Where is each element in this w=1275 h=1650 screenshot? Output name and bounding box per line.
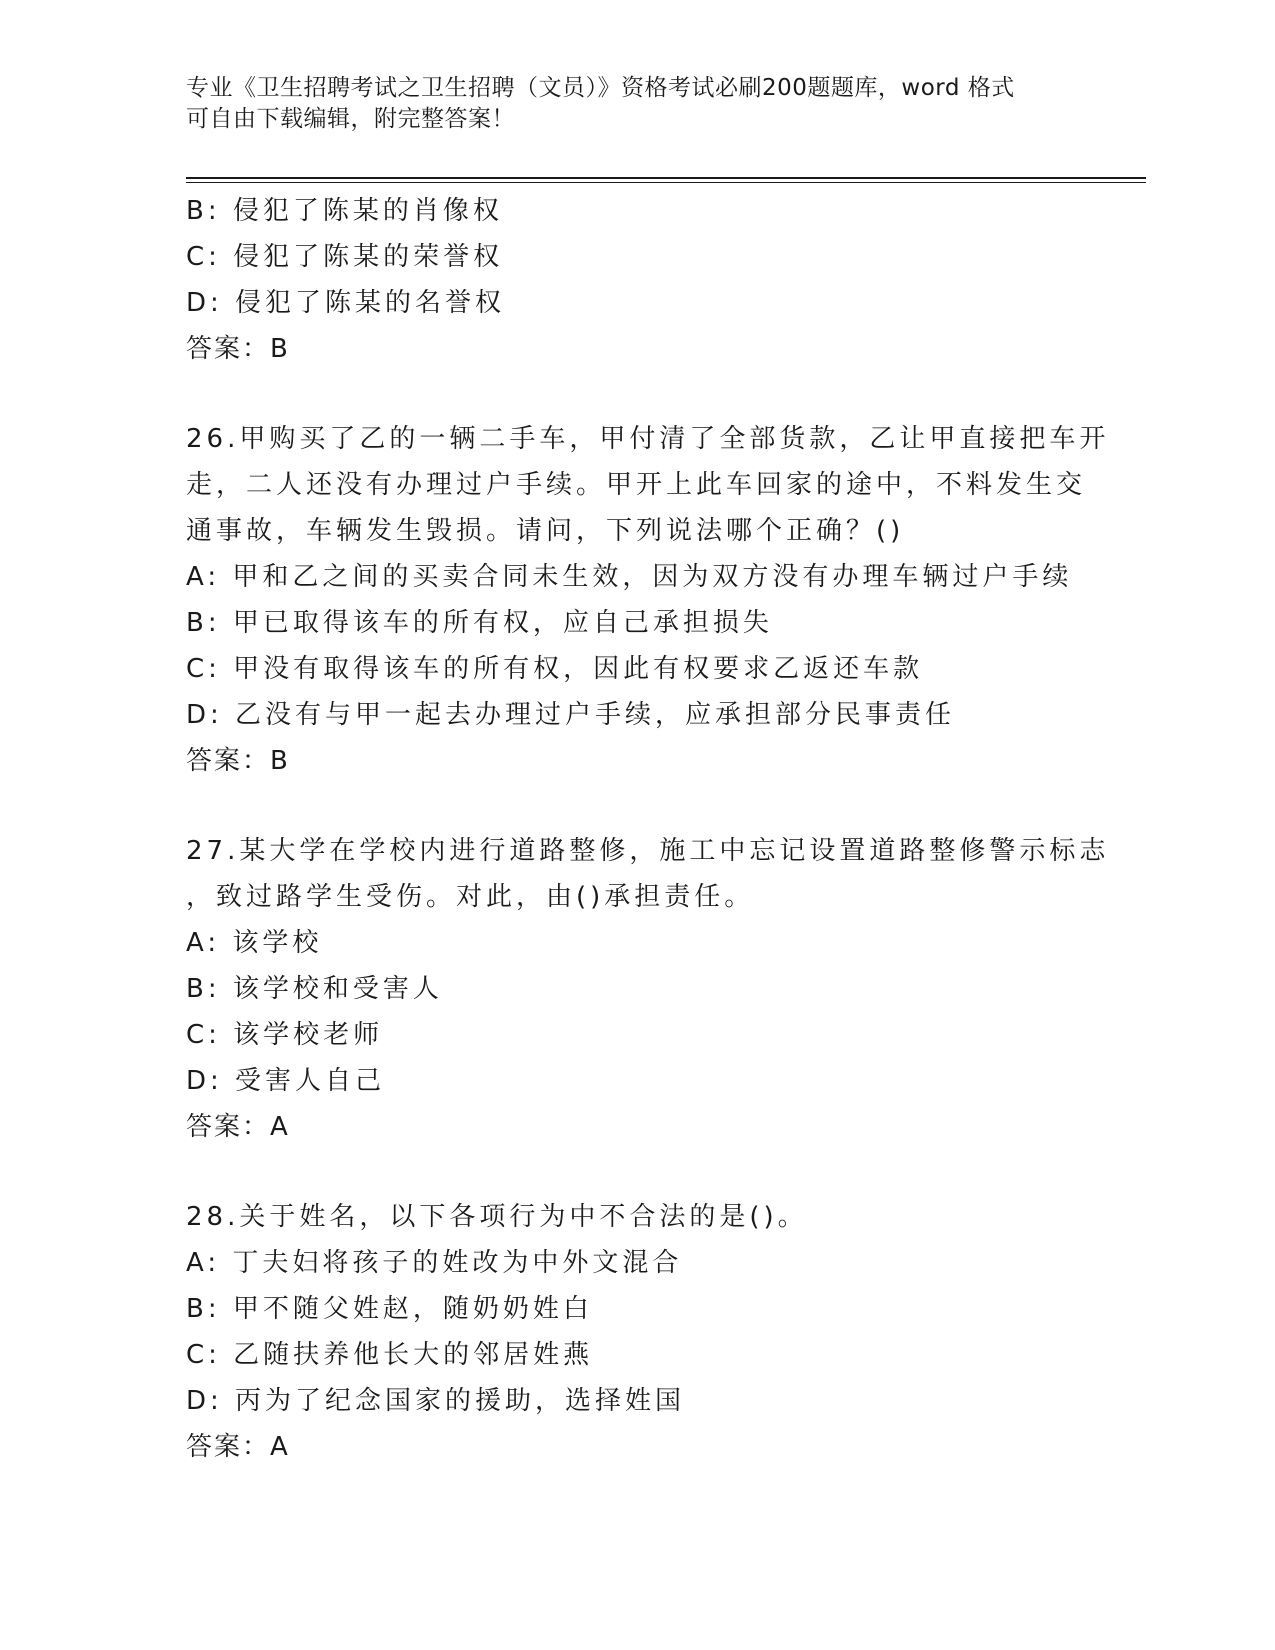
header-title-line-1: 专业《卫生招聘考试之卫生招聘（文员）》资格考试必刷200题题库，word 格式 — [186, 75, 1015, 101]
option-d: D: 侵犯了陈某的名誉权 — [186, 288, 506, 318]
question-gap — [186, 784, 1086, 828]
question-28 — [186, 1194, 1086, 1470]
question-stem-line: 27.某大学在学校内进行道路整修，施工中忘记设置道路整修警示标志 — [186, 836, 1110, 866]
header-divider-thick — [186, 177, 1146, 179]
header-title-line-2: 可自由下载编辑，附完整答案！ — [186, 106, 515, 132]
document-header — [186, 73, 1066, 135]
option-c: C: 乙随扶养他长大的邻居姓燕 — [186, 1340, 594, 1370]
option-a: A: 该学校 — [186, 928, 323, 958]
question-gap — [186, 1150, 1086, 1194]
question-stem-line: ，致过路学生受伤。对此，由()承担责任。 — [186, 882, 755, 912]
question-26 — [186, 416, 1110, 784]
question-25 — [186, 188, 1086, 372]
question-stem-line: 走，二人还没有办理过户手续。甲开上此车回家的途中，不料发生交 — [186, 470, 1087, 500]
question-27 — [186, 828, 1110, 1150]
option-a: A: 甲和乙之间的买卖合同未生效，因为双方没有办理车辆过户手续 — [186, 562, 1073, 592]
option-d: D: 乙没有与甲一起去办理过户手续，应承担部分民事责任 — [186, 700, 956, 730]
answer-line: 答案：A — [186, 1432, 290, 1462]
question-list — [186, 188, 1110, 1470]
option-c: C: 甲没有取得该车的所有权，因此有权要求乙返还车款 — [186, 654, 924, 684]
option-b: B: 甲不随父姓赵，随奶奶姓白 — [186, 1294, 593, 1324]
question-gap — [186, 372, 1086, 416]
question-stem-line: 28.关于姓名，以下各项行为中不合法的是()。 — [186, 1202, 808, 1232]
option-c: C: 侵犯了陈某的荣誉权 — [186, 242, 504, 272]
option-d: D: 受害人自己 — [186, 1066, 386, 1096]
option-b: B: 侵犯了陈某的肖像权 — [186, 196, 503, 226]
answer-line: 答案：B — [186, 746, 290, 776]
header-divider-thin — [186, 182, 1146, 183]
answer-line: 答案：B — [186, 334, 290, 364]
option-b: B: 甲已取得该车的所有权，应自己承担损失 — [186, 608, 773, 638]
question-stem-line: 通事故，车辆发生毁损。请问，下列说法哪个正确？() — [186, 516, 905, 546]
option-c: C: 该学校老师 — [186, 1020, 384, 1050]
option-b: B: 该学校和受害人 — [186, 974, 443, 1004]
option-a: A: 丁夫妇将孩子的姓改为中外文混合 — [186, 1248, 683, 1278]
answer-line: 答案：A — [186, 1112, 290, 1142]
option-d: D: 丙为了纪念国家的援助，选择姓国 — [186, 1386, 686, 1416]
question-stem-line: 26.甲购买了乙的一辆二手车，甲付清了全部货款，乙让甲直接把车开 — [186, 424, 1110, 454]
